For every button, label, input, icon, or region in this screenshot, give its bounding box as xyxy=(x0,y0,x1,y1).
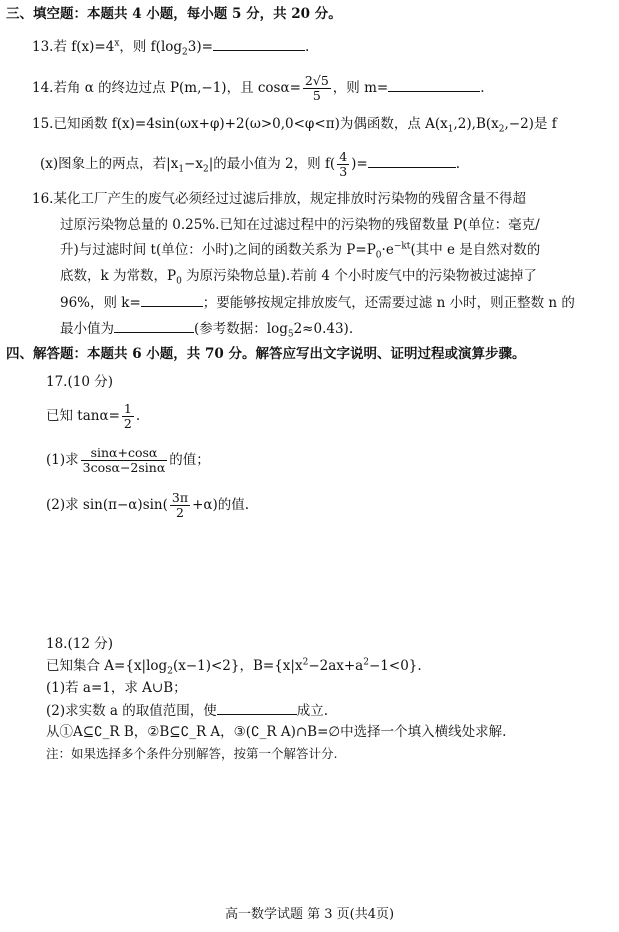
question-18-label: 18.(12 分) xyxy=(46,636,113,652)
fraction-17-part2: $\frac{3\pi}{2}$ xyxy=(171,490,189,520)
question-17-part1: (1)求 $\frac{\sin\alpha+\cos\alpha}{3\cos\alpha-2\sin\alpha}$ 的值； xyxy=(46,445,210,475)
answer-blank-16b xyxy=(114,320,194,333)
question-18-given: 已知集合 $A=\{x|\log_2(x-1)<2\}$，$B=\{x|x^2-2ax+a^2-1<0\}$. xyxy=(46,657,422,677)
question-16-line1: 16.某化工厂产生的废气必须经过过滤后排放，规定排放时污染物的残留含量不得超 xyxy=(32,191,526,207)
answer-blank-16a xyxy=(141,294,203,307)
answer-blank-13 xyxy=(213,38,305,51)
answer-blank-15 xyxy=(368,155,456,168)
question-16-line5: 96%，则 k= ；要能够按规定排放废气，还需要过滤 n 小时，则正整数 n 的 xyxy=(60,295,575,311)
question-15-line2: (x)图象上的两点，若$|x_1-x_2|$的最小值为 2，则 f( $\frac{4}{3}$ )= . xyxy=(40,149,461,179)
question-18-part2: (2)求实数 a 的取值范围，使 成立. xyxy=(46,703,329,719)
question-14: 14.若角 α 的终边过点 P(m,−1)，且 cosα= $\frac{2√5}{5}$ ，则 m= . xyxy=(32,73,485,103)
question-17-given: 已知 tanα= $\frac{1}{2}$ . xyxy=(46,401,141,431)
question-18-part1: (1)若 a=1，求 A∪B； xyxy=(46,680,187,696)
question-18-note: 注：如果选择多个条件分别解答，按第一个解答计分. xyxy=(46,746,338,761)
section3-header: 三、填空题：本题共 4 小题，每小题 5 分，共 20 分。 xyxy=(6,6,342,22)
section4-header: 四、解答题：本题共 6 小题，共 70 分。解答应写出文字说明、证明过程或演算步骤。 xyxy=(6,346,526,362)
question-18-choose: 从①A⊆∁_R B，②B⊆∁_R A，③(∁_R A)∩B=∅中选择一个填入横线处求解. xyxy=(46,724,507,740)
question-15-line1: 15.已知函数 f(x)=4sin(ωx+φ)+2(ω>0,0<φ<π)为偶函数，点 $A(x_1,2),B(x_2,-2)$是 f xyxy=(32,116,557,135)
question-13: 13.若 $f(x)=4^x$，则 $f(\log_23)=$ . xyxy=(32,38,310,58)
question-16-line3: 升)与过滤时间 t(单位：小时)之间的函数关系为 $P=P_0\cdot e^{-kt}$(其中 e 是自然对数的 xyxy=(60,241,541,261)
question-17-part2: (2)求 sin(π−α)sin( $\frac{3\pi}{2}$ +α)的值. xyxy=(46,490,250,520)
fraction-17-tan: $\frac{1}{2}$ xyxy=(123,401,132,431)
fraction-14: $\frac{2√5}{5}$ xyxy=(304,73,329,103)
page-footer: 高一数学试题 第 3 页(共4页) xyxy=(224,907,395,922)
question-16-line4: 底数，k 为常数，$P_0$ 为原污染物总量).若前 4 个小时废气中的污染物被过滤掉了 xyxy=(60,268,537,287)
answer-blank-18 xyxy=(217,702,297,715)
fraction-15: $\frac{4}{3}$ xyxy=(339,149,348,179)
question-17-label: 17.(10 分) xyxy=(46,374,113,390)
fraction-17-part1: $\frac{\sin\alpha+\cos\alpha}{3\cos\alpha-2\sin\alpha}$ xyxy=(82,445,166,475)
answer-blank-14 xyxy=(388,79,480,92)
question-16-line2: 过原污染物总量的 0.25%.已知在过滤过程中的污染物的残留数量 P(单位：毫克/ xyxy=(60,217,540,233)
question-16-line6: 最小值为 (参考数据：$\log_52\approx 0.43$). xyxy=(60,321,354,340)
